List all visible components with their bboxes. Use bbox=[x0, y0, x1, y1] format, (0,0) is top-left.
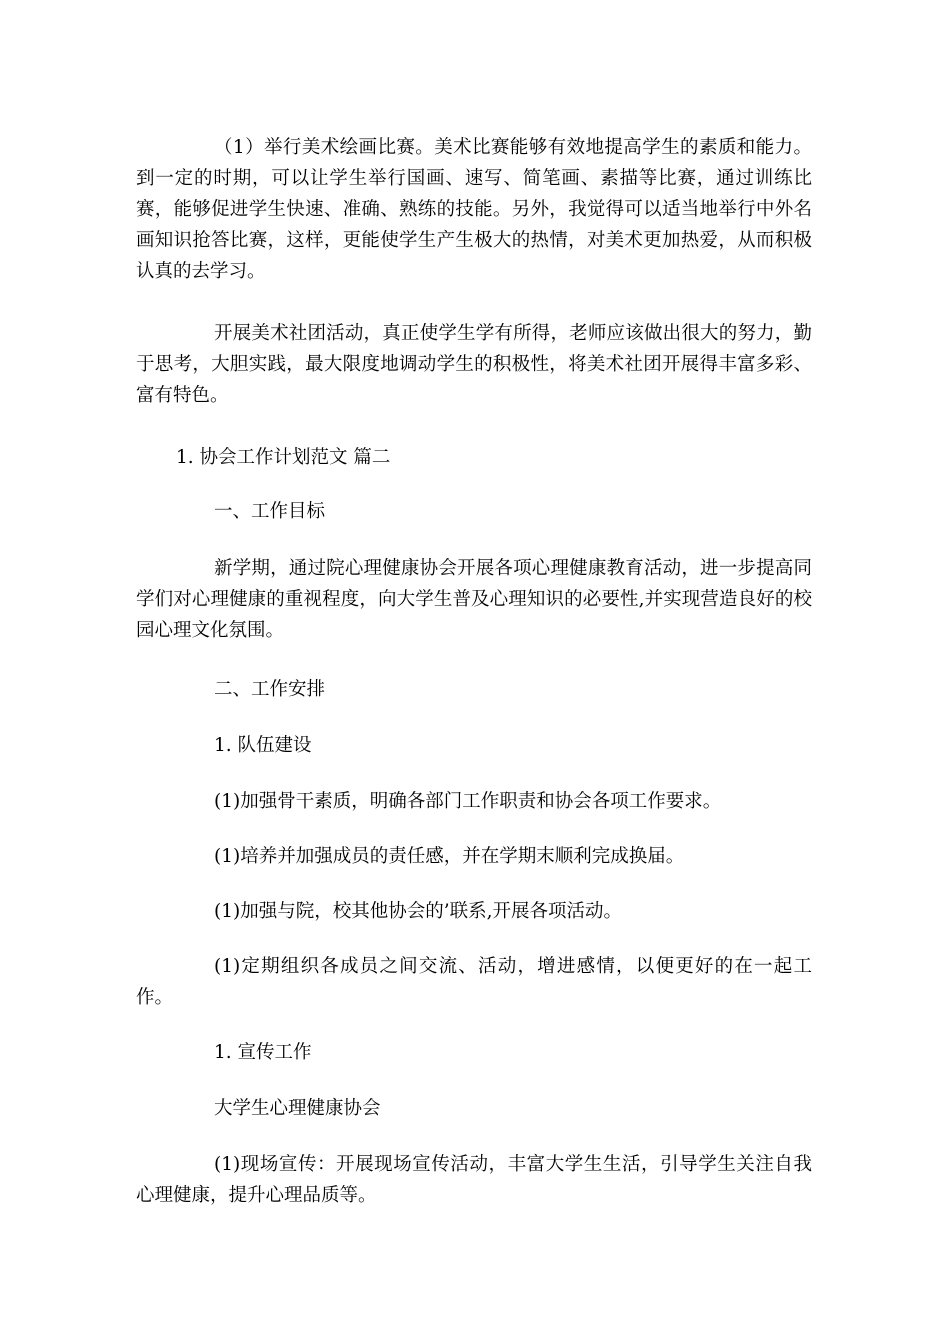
list-item-team-building-4: (1)定期组织各成员之间交流、活动，增进感情，以便更好的在一起工作。 bbox=[136, 956, 812, 1008]
heading-publicity-work: 1. 宣传工作 bbox=[214, 1042, 312, 1063]
paragraph-art-club-summary: 开展美术社团活动，真正使学生学有所得，老师应该做出很大的努力，勤于思考，大胆实践，最大限度地调动学生的积极性，将美术社团开展得丰富多彩、富有特色。 bbox=[136, 323, 812, 406]
organization-name: 大学生心理健康协会 bbox=[214, 1098, 381, 1119]
paragraph-work-goals: 新学期，通过院心理健康协会开展各项心理健康教育活动，进一步提高同学们对心理健康的重视程度，向大学生普及心理知识的必要性,并实现营造良好的校园心理文化氛围。 bbox=[136, 558, 812, 641]
paragraph-art-competition: （1）举行美术绘画比赛。美术比赛能够有效地提高学生的素质和能力。到一定的时期，可以让学生举行国画、速写、简笔画、素描等比赛，通过训练比赛，能够促进学生快速、准确、熟练的技能。另外，我觉得可以适当地举行中外名画知识抢答比赛，这样，更能使学生产生极大的热情，对美术更加热爱，从而积极认真的去学习。 bbox=[136, 137, 812, 282]
list-item-team-building-2: (1)培养并加强成员的责任感，并在学期末顺利完成换届。 bbox=[214, 846, 685, 867]
list-item-team-building-1: (1)加强骨干素质，明确各部门工作职责和协会各项工作要求。 bbox=[214, 791, 722, 812]
section-heading-part-two: 1. 协会工作计划范文 篇二 bbox=[176, 447, 391, 468]
heading-team-building: 1. 队伍建设 bbox=[214, 735, 312, 756]
list-item-publicity-1: (1)现场宣传：开展现场宣传活动，丰富大学生生活，引导学生关注自我心理健康，提升心理品质等。 bbox=[136, 1154, 812, 1206]
list-item-team-building-3: (1)加强与院，校其他协会的’联系,开展各项活动。 bbox=[214, 901, 622, 922]
heading-work-goals: 一、工作目标 bbox=[214, 501, 326, 522]
heading-work-arrangement: 二、工作安排 bbox=[214, 679, 326, 700]
